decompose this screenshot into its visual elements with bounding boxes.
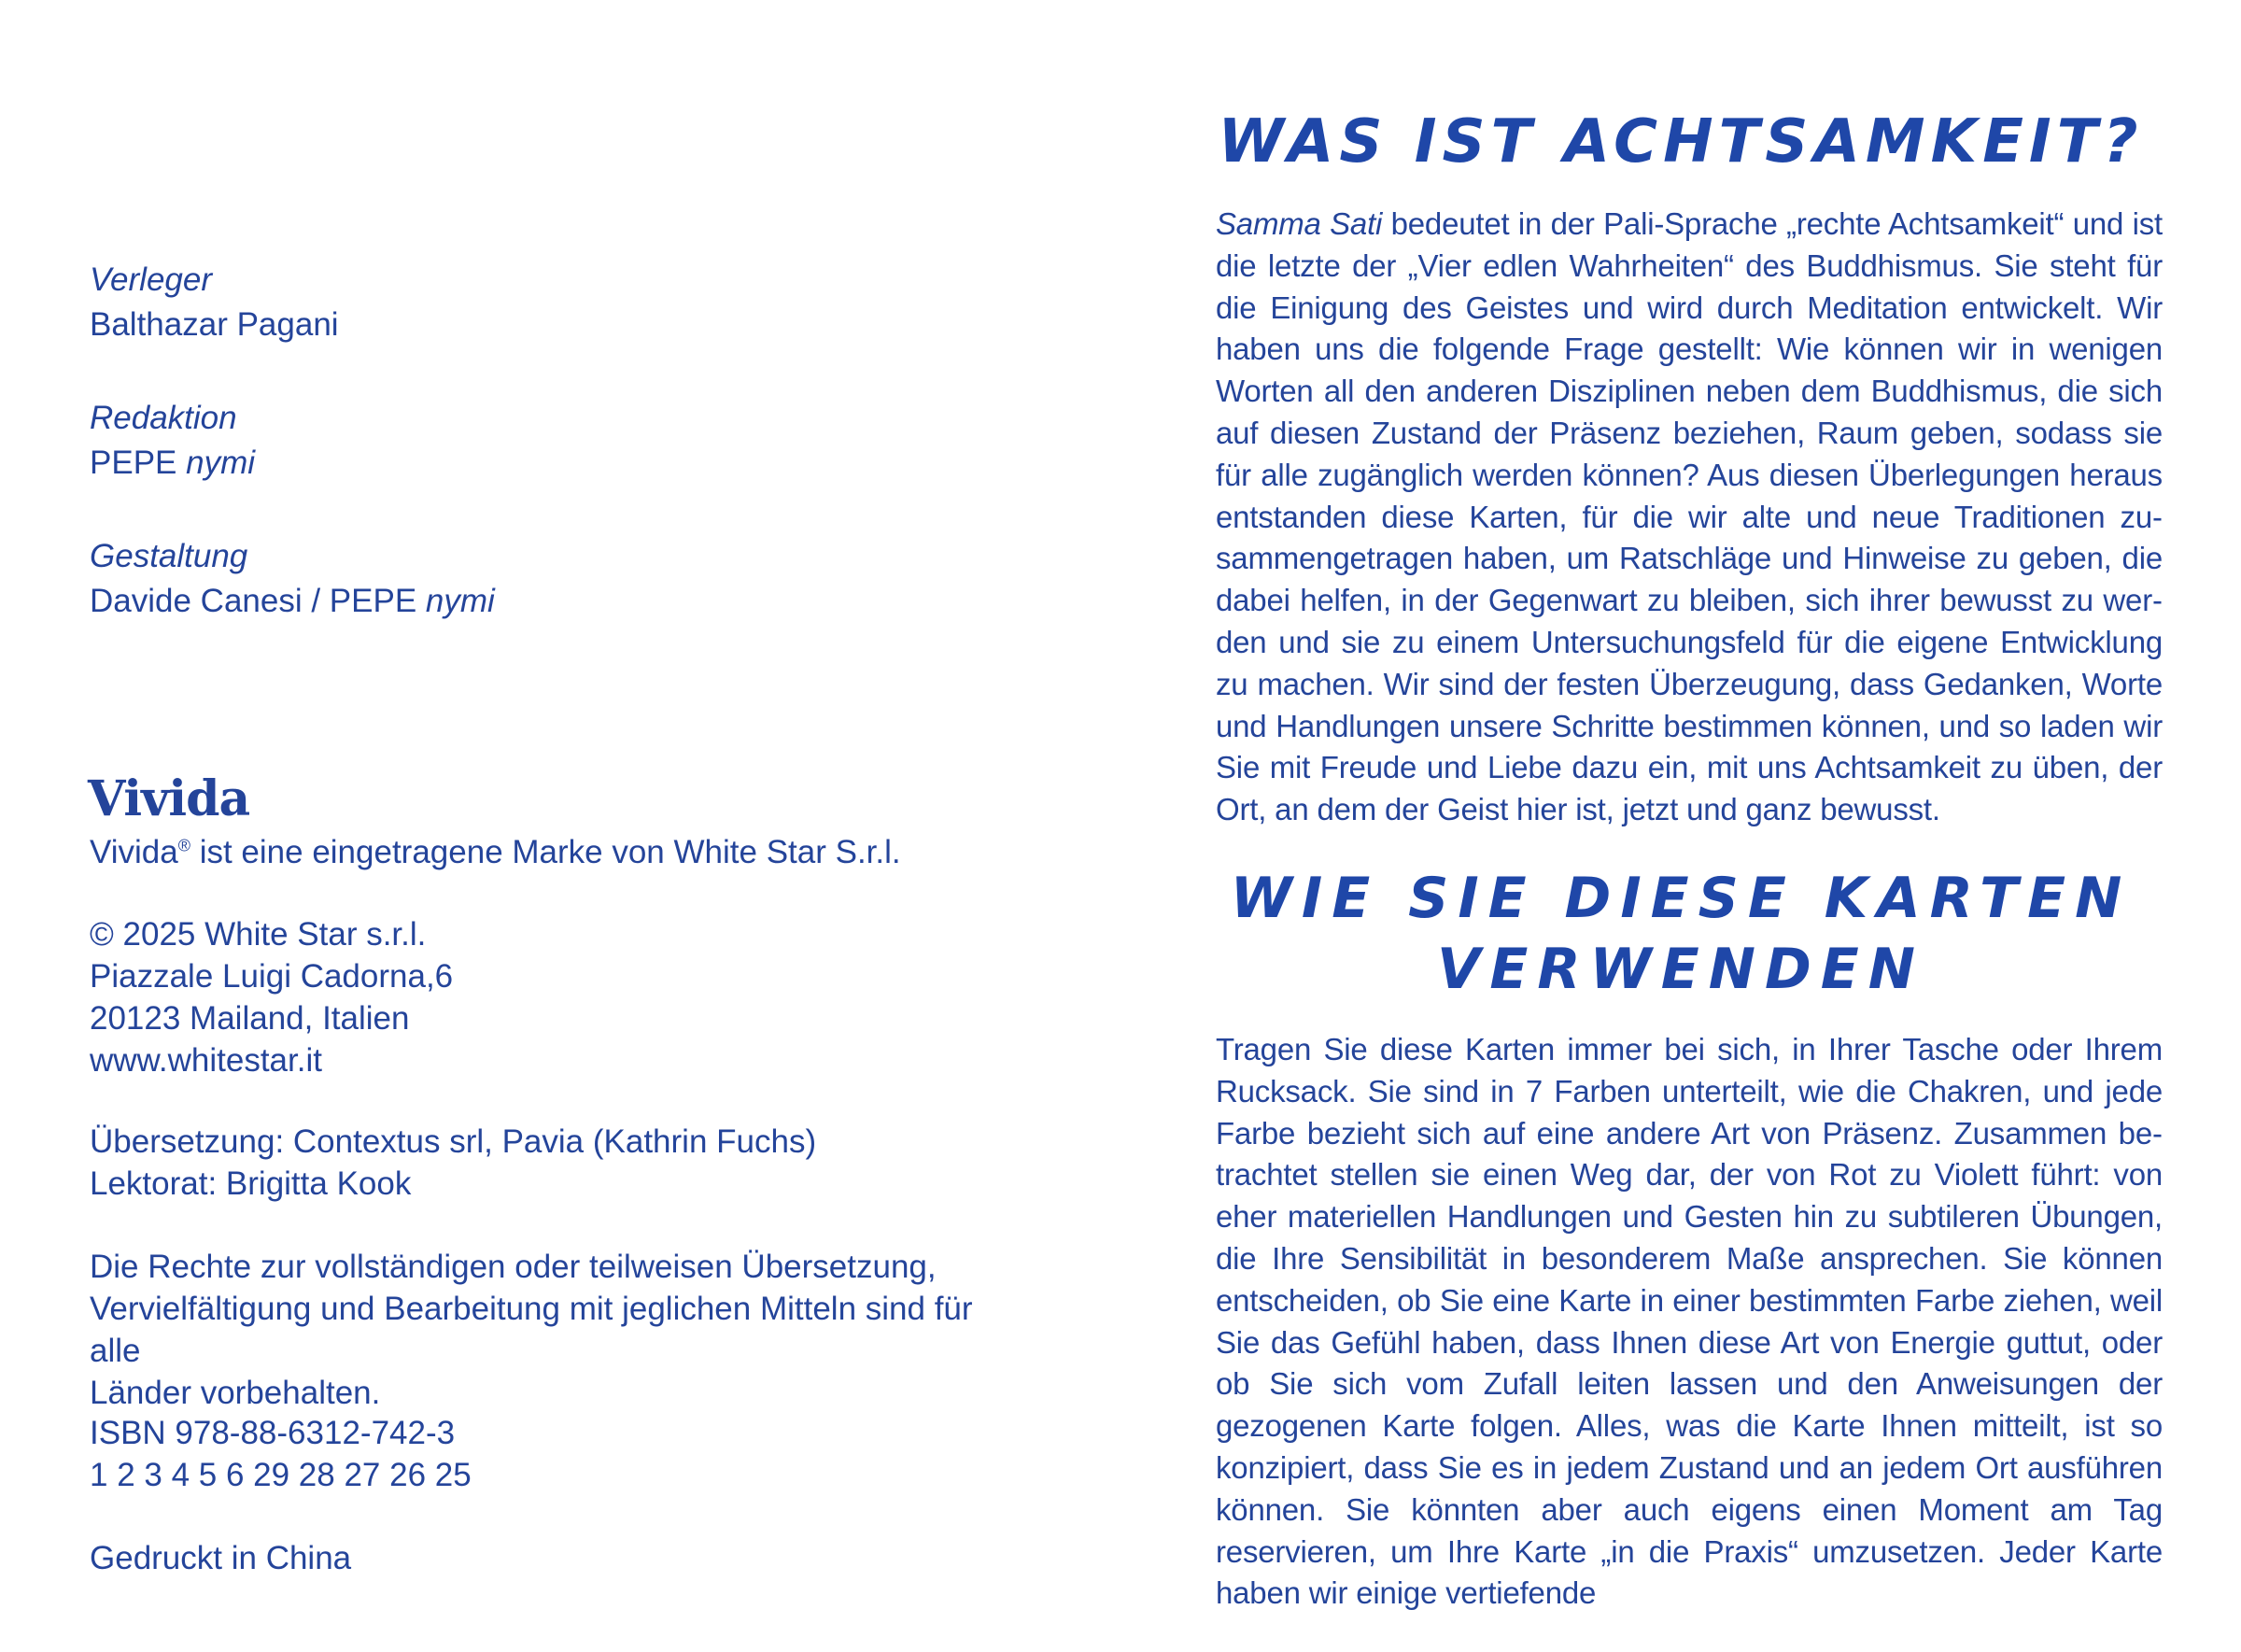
address-line: Piazzale Luigi Cadorna,6 [90, 958, 454, 995]
credit-name: PEPE nymi [90, 445, 256, 481]
heading-what-is-mindfulness: WAS IST ACHTSAMKEIT? [1218, 107, 2144, 176]
heading-how-to-use-cards: WIE SIE DIESE KARTEN VERWENDEN [1230, 866, 2132, 1002]
isbn-block [90, 1412, 1023, 1496]
credit-name: Balthazar Pagani [90, 306, 339, 343]
rights-line: Länder vorbehalten. [90, 1375, 381, 1411]
website-link[interactable]: www.whitestar.it [90, 1042, 322, 1079]
translation-line: Übersetzung: Contextus srl, Pavia (Kathrin Fuchs) [90, 1123, 817, 1160]
address-line: © 2025 White Star s.r.l. [90, 916, 427, 953]
proofreading-line: Lektorat: Brigitta Kook [90, 1165, 412, 1202]
paragraph-how-to-use: Tragen Sie diese Karten immer bei sich, in Ihrer Tasche oder Ihrem Rucksack. Sie sind in 7 Farben unterteilt, wie die Chakren, und jede Farbe bezieht sich auf eine andere Art von Präsenz. Zusammen betrachtet stellen sie einen Weg dar, der von Rot zu Violett führt: von eher materiellen Handlungen und Gesten hin zu subtileren Übungen, die Ihre Sensibilität in besonderem Maße ansprechen. Sie können entscheiden, ob Sie eine Karte in einer bestimmten Farbe ziehen, weil Sie das Gefühl haben, dass Ihnen diese Art von Energie guttut, oder ob Sie sich vom Zufall leiten lassen und den Anweisungen der gezogenen Karte folgen. Alles, was die Karte Ihnen mitteilt, ist so konzipiert, dass Sie es in jedem Zustand und an jedem Ort ausführen können. Sie könnten aber auch eigens einen Moment am Tag reservieren, um Ihre Karte „in die Praxis“ umzusetzen. Jeder Karte haben wir einige vertiefende [1216, 1032, 2163, 1611]
credit-role: Verleger [90, 261, 212, 298]
trademark-notice: Vivida® ist eine eingetragene Marke von White Star S.r.l. [90, 834, 901, 870]
credit-design [90, 534, 1023, 624]
isbn-number: ISBN 978-88-6312-742-3 [90, 1415, 456, 1451]
registered-symbol: ® [177, 836, 190, 855]
credit-role: Gestaltung [90, 538, 248, 574]
paragraph-mindfulness: Samma Sati bedeutet in der Pali-Sprache „rechte Achtsamkeit“ und ist die letzte der „Vier edlen Wahrheiten“ des Buddhismus. Sie steht für die Einigung des Geistes und wird durch Meditation entwickelt. Wir haben uns die folgende Frage gestellt: Wie können wir in wenigen Worten all den anderen Disziplinen neben dem Buddhismus, die sich auf diesen Zustand der Präsenz beziehen, Raum geben, sodass sie für alle zugänglich werden können? Aus diesen Überlegungen heraus entstanden diese Karten, für die wir alte und neue Traditionen zusammengetragen haben, um Ratschläge und Hinweise zu geben, die dabei helfen, in der Gegenwart zu bleiben, sich ihrer bewusst zu werden und sie zu einem Untersuchungsfeld für die eigene Entwicklung zu machen. Wir sind der festen Überzeugung, dass Gedanken, Worte und Handlungen unsere Schritte bestimmen können, und so laden wir Sie mit Freude und Liebe dazu ein, mit uns Achtsamkeit zu üben, der Ort, an dem der Geist hier ist, jetzt und ganz bewusst. [1216, 206, 2163, 827]
print-run-numbers: 1 2 3 4 5 6 29 28 27 26 25 [90, 1457, 472, 1493]
term-samma-sati: Samma Sati [1216, 206, 1383, 241]
printed-in: Gedruckt in China [90, 1540, 352, 1576]
publisher-address [90, 913, 1023, 1081]
address-line: 20123 Mailand, Italien [90, 1000, 410, 1037]
rights-notice [90, 1246, 1023, 1414]
rights-line: Vervielfältigung und Bearbeitung mit jeglichen Mitteln sind für alle [90, 1291, 973, 1369]
rights-line: Die Rechte zur vollständigen oder teilweisen Übersetzung, [90, 1249, 937, 1285]
credit-role: Redaktion [90, 400, 237, 436]
credit-name: Davide Canesi / PEPE nymi [90, 583, 495, 619]
translation-credits [90, 1121, 1023, 1205]
credit-editing [90, 396, 1023, 486]
vivida-logo: Vivida [88, 770, 250, 827]
credit-publisher [90, 258, 1023, 347]
